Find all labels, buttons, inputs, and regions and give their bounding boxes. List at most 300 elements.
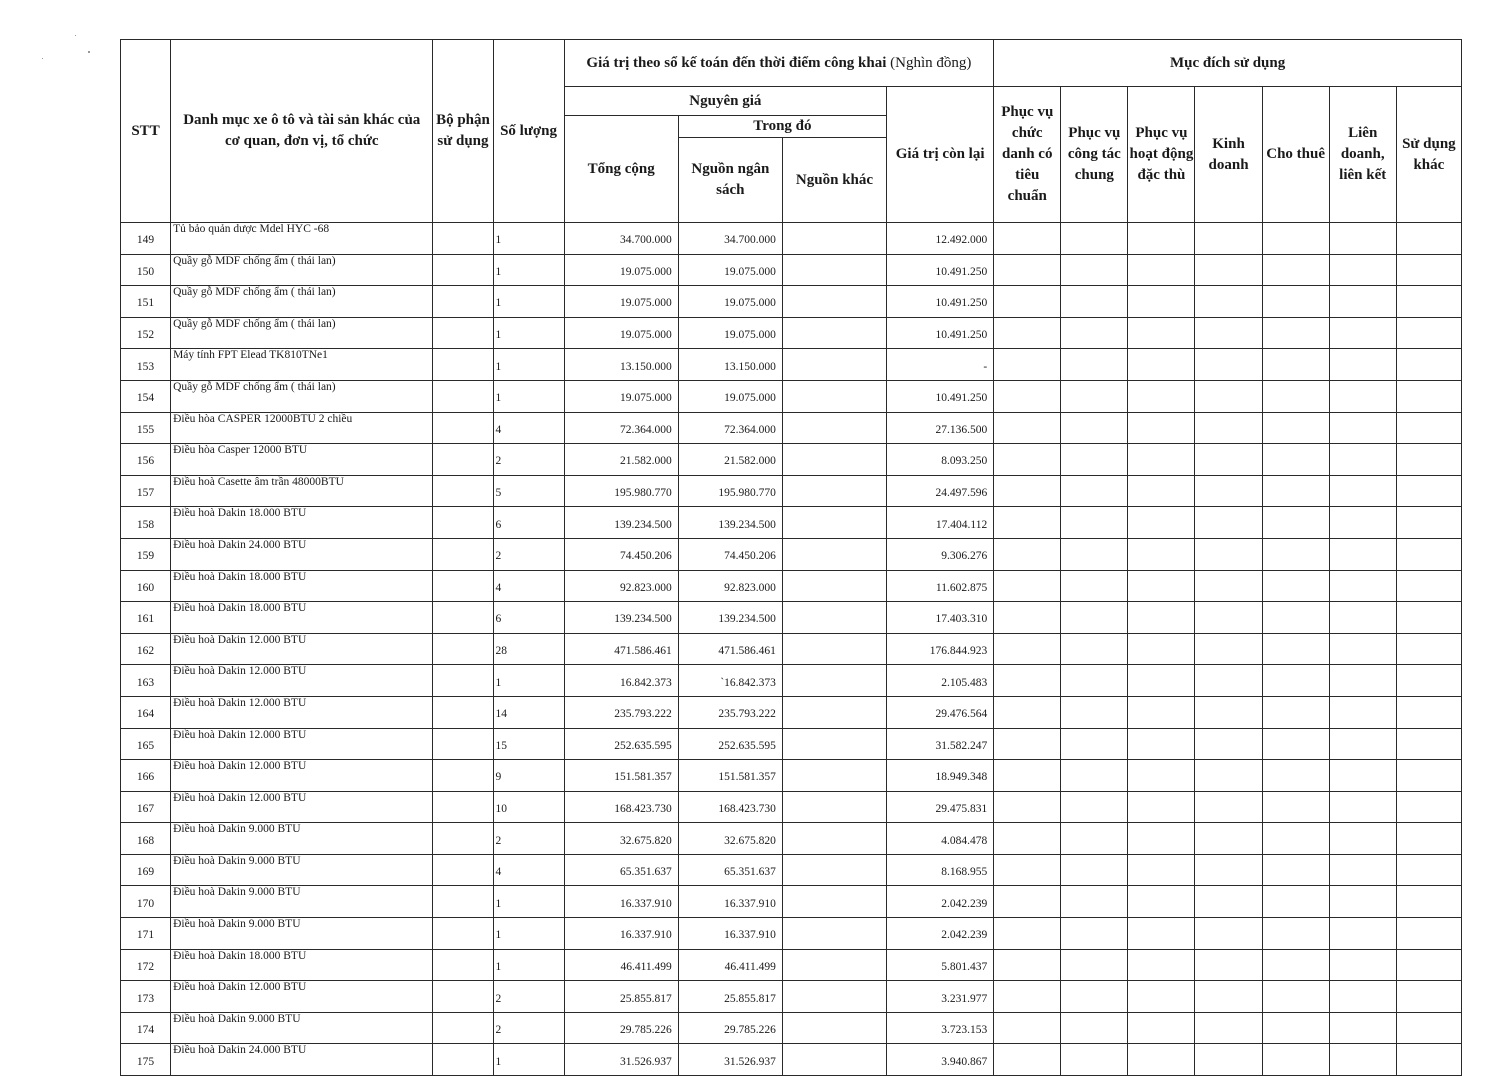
row-purpose-7 bbox=[1396, 886, 1461, 918]
row-purpose-2 bbox=[1061, 254, 1128, 286]
row-quantity: 1 bbox=[493, 665, 564, 697]
row-stt: 161 bbox=[121, 602, 171, 634]
row-purpose-3 bbox=[1128, 823, 1195, 855]
row-budget: 19.075.000 bbox=[678, 380, 782, 412]
row-other-source bbox=[782, 823, 886, 855]
table-row bbox=[121, 223, 1462, 255]
row-quantity: 1 bbox=[493, 254, 564, 286]
row-purpose-5 bbox=[1262, 696, 1329, 728]
row-other-source bbox=[782, 760, 886, 792]
table-row bbox=[121, 475, 1462, 507]
row-purpose-6 bbox=[1329, 507, 1396, 539]
row-quantity: 1 bbox=[493, 949, 564, 981]
scan-speck bbox=[88, 51, 90, 53]
row-name: Điều hoà Dakin 12.000 BTU bbox=[171, 696, 433, 728]
row-purpose-1 bbox=[994, 760, 1061, 792]
row-purpose-5 bbox=[1262, 317, 1329, 349]
row-department bbox=[433, 728, 493, 760]
row-quantity: 1 bbox=[493, 223, 564, 255]
row-purpose-2 bbox=[1061, 696, 1128, 728]
row-purpose-6 bbox=[1329, 1044, 1396, 1076]
row-purpose-3 bbox=[1128, 728, 1195, 760]
row-total: 195.980.770 bbox=[564, 475, 678, 507]
row-purpose-5 bbox=[1262, 791, 1329, 823]
row-purpose-2 bbox=[1061, 918, 1128, 950]
row-budget: 151.581.357 bbox=[678, 760, 782, 792]
row-quantity: 14 bbox=[493, 696, 564, 728]
row-purpose-6 bbox=[1329, 412, 1396, 444]
row-total: 21.582.000 bbox=[564, 444, 678, 476]
row-purpose-5 bbox=[1262, 570, 1329, 602]
table-row bbox=[121, 412, 1462, 444]
row-stt: 173 bbox=[121, 981, 171, 1013]
row-purpose-6 bbox=[1329, 570, 1396, 602]
row-purpose-1 bbox=[994, 633, 1061, 665]
row-purpose-7 bbox=[1396, 949, 1461, 981]
row-name: Quầy gỗ MDF chống ẩm ( thái lan) bbox=[171, 317, 433, 349]
row-budget: 16.337.910 bbox=[678, 918, 782, 950]
row-budget: 32.675.820 bbox=[678, 823, 782, 855]
row-purpose-3 bbox=[1128, 317, 1195, 349]
row-purpose-3 bbox=[1128, 538, 1195, 570]
row-stt: 155 bbox=[121, 412, 171, 444]
row-purpose-3 bbox=[1128, 886, 1195, 918]
row-quantity: 1 bbox=[493, 886, 564, 918]
table-row bbox=[121, 791, 1462, 823]
row-purpose-5 bbox=[1262, 949, 1329, 981]
row-purpose-5 bbox=[1262, 1012, 1329, 1044]
row-purpose-5 bbox=[1262, 918, 1329, 950]
row-remaining: 12.492.000 bbox=[887, 223, 994, 255]
row-purpose-6 bbox=[1329, 760, 1396, 792]
row-department bbox=[433, 349, 493, 381]
row-quantity: 2 bbox=[493, 444, 564, 476]
row-purpose-6 bbox=[1329, 823, 1396, 855]
row-remaining: 3.940.867 bbox=[887, 1044, 994, 1076]
row-other-source bbox=[782, 633, 886, 665]
row-budget: 19.075.000 bbox=[678, 254, 782, 286]
row-quantity: 1 bbox=[493, 349, 564, 381]
row-purpose-1 bbox=[994, 886, 1061, 918]
row-other-source bbox=[782, 254, 886, 286]
row-remaining: 10.491.250 bbox=[887, 286, 994, 318]
row-other-source bbox=[782, 696, 886, 728]
row-name: Quầy gỗ MDF chống ẩm ( thái lan) bbox=[171, 286, 433, 318]
row-purpose-5 bbox=[1262, 728, 1329, 760]
row-purpose-4 bbox=[1195, 1012, 1262, 1044]
header-purpose-col-5: Cho thuê bbox=[1262, 87, 1329, 223]
row-purpose-3 bbox=[1128, 918, 1195, 950]
row-other-source bbox=[782, 728, 886, 760]
row-purpose-1 bbox=[994, 475, 1061, 507]
table-header bbox=[121, 40, 1462, 223]
row-purpose-4 bbox=[1195, 823, 1262, 855]
row-remaining: 24.497.596 bbox=[887, 475, 994, 507]
row-other-source bbox=[782, 602, 886, 634]
table-row bbox=[121, 886, 1462, 918]
row-purpose-3 bbox=[1128, 507, 1195, 539]
row-name: Điều hoà Dakin 12.000 BTU bbox=[171, 728, 433, 760]
row-stt: 158 bbox=[121, 507, 171, 539]
row-name: Điều hoà Casette âm trần 48000BTU bbox=[171, 475, 433, 507]
row-purpose-1 bbox=[994, 728, 1061, 760]
table-row bbox=[121, 507, 1462, 539]
row-purpose-5 bbox=[1262, 349, 1329, 381]
row-stt: 162 bbox=[121, 633, 171, 665]
row-budget: 471.586.461 bbox=[678, 633, 782, 665]
row-purpose-5 bbox=[1262, 602, 1329, 634]
row-purpose-3 bbox=[1128, 633, 1195, 665]
row-purpose-6 bbox=[1329, 981, 1396, 1013]
row-purpose-6 bbox=[1329, 665, 1396, 697]
row-purpose-5 bbox=[1262, 854, 1329, 886]
row-name: Điều hoà Dakin 9.000 BTU bbox=[171, 886, 433, 918]
row-other-source bbox=[782, 949, 886, 981]
table-row bbox=[121, 823, 1462, 855]
row-purpose-4 bbox=[1195, 886, 1262, 918]
row-quantity: 1 bbox=[493, 918, 564, 950]
row-stt: 174 bbox=[121, 1012, 171, 1044]
row-purpose-4 bbox=[1195, 602, 1262, 634]
row-name: Điều hoà Dakin 9.000 BTU bbox=[171, 918, 433, 950]
row-purpose-1 bbox=[994, 570, 1061, 602]
row-department bbox=[433, 380, 493, 412]
row-remaining: 29.476.564 bbox=[887, 696, 994, 728]
row-stt: 170 bbox=[121, 886, 171, 918]
row-other-source bbox=[782, 380, 886, 412]
row-purpose-4 bbox=[1195, 286, 1262, 318]
header-purpose-col-2: Phục vụ công tác chung bbox=[1061, 87, 1128, 223]
row-total: 74.450.206 bbox=[564, 538, 678, 570]
row-purpose-2 bbox=[1061, 286, 1128, 318]
row-other-source bbox=[782, 791, 886, 823]
row-stt: 169 bbox=[121, 854, 171, 886]
row-purpose-7 bbox=[1396, 349, 1461, 381]
row-purpose-7 bbox=[1396, 317, 1461, 349]
row-purpose-2 bbox=[1061, 728, 1128, 760]
row-purpose-3 bbox=[1128, 760, 1195, 792]
row-purpose-3 bbox=[1128, 412, 1195, 444]
row-stt: 171 bbox=[121, 918, 171, 950]
row-purpose-2 bbox=[1061, 317, 1128, 349]
row-purpose-3 bbox=[1128, 791, 1195, 823]
row-department bbox=[433, 444, 493, 476]
row-name: Điều hoà Dakin 12.000 BTU bbox=[171, 665, 433, 697]
row-remaining: 176.844.923 bbox=[887, 633, 994, 665]
row-purpose-6 bbox=[1329, 349, 1396, 381]
row-total: 25.855.817 bbox=[564, 981, 678, 1013]
row-quantity: 28 bbox=[493, 633, 564, 665]
row-remaining: 17.403.310 bbox=[887, 602, 994, 634]
row-purpose-4 bbox=[1195, 223, 1262, 255]
row-total: 19.075.000 bbox=[564, 254, 678, 286]
row-purpose-6 bbox=[1329, 918, 1396, 950]
row-quantity: 9 bbox=[493, 760, 564, 792]
row-quantity: 6 bbox=[493, 507, 564, 539]
row-purpose-6 bbox=[1329, 317, 1396, 349]
row-stt: 156 bbox=[121, 444, 171, 476]
row-other-source bbox=[782, 1044, 886, 1076]
row-other-source bbox=[782, 918, 886, 950]
row-purpose-3 bbox=[1128, 981, 1195, 1013]
row-purpose-1 bbox=[994, 1012, 1061, 1044]
row-other-source bbox=[782, 538, 886, 570]
row-purpose-2 bbox=[1061, 823, 1128, 855]
row-budget: 74.450.206 bbox=[678, 538, 782, 570]
row-total: 19.075.000 bbox=[564, 286, 678, 318]
row-purpose-4 bbox=[1195, 380, 1262, 412]
row-remaining: 10.491.250 bbox=[887, 254, 994, 286]
row-total: 32.675.820 bbox=[564, 823, 678, 855]
row-name: Điều hoà Dakin 18.000 BTU bbox=[171, 507, 433, 539]
row-purpose-3 bbox=[1128, 570, 1195, 602]
row-purpose-2 bbox=[1061, 380, 1128, 412]
row-purpose-1 bbox=[994, 317, 1061, 349]
row-department bbox=[433, 918, 493, 950]
row-name: Quầy gỗ MDF chống ẩm ( thái lan) bbox=[171, 380, 433, 412]
row-purpose-7 bbox=[1396, 412, 1461, 444]
row-purpose-3 bbox=[1128, 665, 1195, 697]
row-purpose-4 bbox=[1195, 1044, 1262, 1076]
header-value-group bbox=[564, 40, 994, 87]
row-budget: `16.842.373 bbox=[678, 665, 782, 697]
row-purpose-2 bbox=[1061, 412, 1128, 444]
row-quantity: 1 bbox=[493, 317, 564, 349]
row-budget: 46.411.499 bbox=[678, 949, 782, 981]
row-quantity: 5 bbox=[493, 475, 564, 507]
row-name: Điều hoà Dakin 9.000 BTU bbox=[171, 854, 433, 886]
row-remaining: 8.168.955 bbox=[887, 854, 994, 886]
row-department bbox=[433, 633, 493, 665]
row-purpose-6 bbox=[1329, 254, 1396, 286]
table-row bbox=[121, 1012, 1462, 1044]
row-remaining: 10.491.250 bbox=[887, 380, 994, 412]
table-row bbox=[121, 570, 1462, 602]
row-remaining: 2.105.483 bbox=[887, 665, 994, 697]
header-purpose-col-6: Liên doanh, liên kết bbox=[1329, 87, 1396, 223]
row-name: Điều hoà Dakin 9.000 BTU bbox=[171, 823, 433, 855]
row-purpose-7 bbox=[1396, 475, 1461, 507]
row-budget: 139.234.500 bbox=[678, 602, 782, 634]
row-stt: 172 bbox=[121, 949, 171, 981]
row-stt: 160 bbox=[121, 570, 171, 602]
row-purpose-4 bbox=[1195, 349, 1262, 381]
row-purpose-7 bbox=[1396, 823, 1461, 855]
row-purpose-2 bbox=[1061, 349, 1128, 381]
row-other-source bbox=[782, 412, 886, 444]
row-purpose-2 bbox=[1061, 665, 1128, 697]
row-purpose-6 bbox=[1329, 380, 1396, 412]
row-purpose-6 bbox=[1329, 223, 1396, 255]
row-total: 252.635.595 bbox=[564, 728, 678, 760]
row-budget: 195.980.770 bbox=[678, 475, 782, 507]
row-remaining: 8.093.250 bbox=[887, 444, 994, 476]
row-purpose-2 bbox=[1061, 949, 1128, 981]
row-budget: 13.150.000 bbox=[678, 349, 782, 381]
row-purpose-5 bbox=[1262, 475, 1329, 507]
row-purpose-4 bbox=[1195, 949, 1262, 981]
row-purpose-7 bbox=[1396, 854, 1461, 886]
row-department bbox=[433, 760, 493, 792]
row-purpose-1 bbox=[994, 444, 1061, 476]
header-other-source: Nguồn khác bbox=[782, 138, 886, 223]
row-other-source bbox=[782, 1012, 886, 1044]
row-remaining: 27.136.500 bbox=[887, 412, 994, 444]
row-total: 29.785.226 bbox=[564, 1012, 678, 1044]
row-department bbox=[433, 223, 493, 255]
row-purpose-2 bbox=[1061, 444, 1128, 476]
row-remaining: 18.949.348 bbox=[887, 760, 994, 792]
row-purpose-3 bbox=[1128, 475, 1195, 507]
row-purpose-2 bbox=[1061, 760, 1128, 792]
row-purpose-3 bbox=[1128, 696, 1195, 728]
row-purpose-5 bbox=[1262, 254, 1329, 286]
row-purpose-1 bbox=[994, 918, 1061, 950]
row-purpose-6 bbox=[1329, 602, 1396, 634]
row-stt: 168 bbox=[121, 823, 171, 855]
row-name: Điều hoà Dakin 24.000 BTU bbox=[171, 538, 433, 570]
row-total: 151.581.357 bbox=[564, 760, 678, 792]
row-total: 139.234.500 bbox=[564, 602, 678, 634]
row-purpose-6 bbox=[1329, 696, 1396, 728]
row-purpose-2 bbox=[1061, 633, 1128, 665]
table-row bbox=[121, 254, 1462, 286]
row-department bbox=[433, 475, 493, 507]
row-purpose-3 bbox=[1128, 223, 1195, 255]
row-purpose-1 bbox=[994, 507, 1061, 539]
row-purpose-1 bbox=[994, 854, 1061, 886]
row-purpose-6 bbox=[1329, 886, 1396, 918]
row-name: Điều hoà Dakin 18.000 BTU bbox=[171, 949, 433, 981]
row-department bbox=[433, 412, 493, 444]
row-quantity: 4 bbox=[493, 570, 564, 602]
row-purpose-7 bbox=[1396, 507, 1461, 539]
row-purpose-4 bbox=[1195, 475, 1262, 507]
row-budget: 65.351.637 bbox=[678, 854, 782, 886]
header-department: Bộ phận sử dụng bbox=[433, 40, 493, 223]
row-purpose-6 bbox=[1329, 854, 1396, 886]
row-quantity: 2 bbox=[493, 823, 564, 855]
row-purpose-5 bbox=[1262, 823, 1329, 855]
row-budget: 235.793.222 bbox=[678, 696, 782, 728]
row-remaining: 2.042.239 bbox=[887, 886, 994, 918]
row-purpose-2 bbox=[1061, 538, 1128, 570]
header-value-group-title: Giá trị theo sổ kế toán đến thời điểm công khai bbox=[586, 54, 887, 71]
row-stt: 157 bbox=[121, 475, 171, 507]
row-quantity: 6 bbox=[493, 602, 564, 634]
row-department bbox=[433, 854, 493, 886]
row-purpose-2 bbox=[1061, 507, 1128, 539]
row-other-source bbox=[782, 570, 886, 602]
row-purpose-7 bbox=[1396, 1044, 1461, 1076]
row-purpose-4 bbox=[1195, 696, 1262, 728]
table-row bbox=[121, 918, 1462, 950]
row-total: 13.150.000 bbox=[564, 349, 678, 381]
row-total: 168.423.730 bbox=[564, 791, 678, 823]
row-purpose-7 bbox=[1396, 633, 1461, 665]
header-purpose-col-7: Sử dụng khác bbox=[1396, 87, 1461, 223]
row-name: Điều hòa CASPER 12000BTU 2 chiều bbox=[171, 412, 433, 444]
row-purpose-5 bbox=[1262, 760, 1329, 792]
row-purpose-5 bbox=[1262, 538, 1329, 570]
row-purpose-5 bbox=[1262, 633, 1329, 665]
row-name: Máy tính FPT Elead TK810TNe1 bbox=[171, 349, 433, 381]
row-other-source bbox=[782, 981, 886, 1013]
row-purpose-2 bbox=[1061, 1044, 1128, 1076]
row-stt: 153 bbox=[121, 349, 171, 381]
scan-speck bbox=[75, 35, 76, 36]
row-budget: 25.855.817 bbox=[678, 981, 782, 1013]
row-remaining: 9.306.276 bbox=[887, 538, 994, 570]
row-purpose-3 bbox=[1128, 1044, 1195, 1076]
row-department bbox=[433, 507, 493, 539]
row-purpose-5 bbox=[1262, 981, 1329, 1013]
row-purpose-4 bbox=[1195, 728, 1262, 760]
row-name: Điều hoà Dakin 9.000 BTU bbox=[171, 1012, 433, 1044]
row-purpose-1 bbox=[994, 1044, 1061, 1076]
row-purpose-4 bbox=[1195, 760, 1262, 792]
row-purpose-4 bbox=[1195, 538, 1262, 570]
row-other-source bbox=[782, 317, 886, 349]
row-purpose-6 bbox=[1329, 1012, 1396, 1044]
row-purpose-4 bbox=[1195, 791, 1262, 823]
row-name: Quầy gỗ MDF chống ẩm ( thái lan) bbox=[171, 254, 433, 286]
row-purpose-3 bbox=[1128, 854, 1195, 886]
row-purpose-2 bbox=[1061, 1012, 1128, 1044]
table-body bbox=[121, 223, 1462, 1076]
row-stt: 151 bbox=[121, 286, 171, 318]
row-purpose-1 bbox=[994, 823, 1061, 855]
table-row bbox=[121, 602, 1462, 634]
row-purpose-2 bbox=[1061, 886, 1128, 918]
row-purpose-4 bbox=[1195, 665, 1262, 697]
row-budget: 72.364.000 bbox=[678, 412, 782, 444]
table-row bbox=[121, 949, 1462, 981]
row-purpose-1 bbox=[994, 602, 1061, 634]
row-purpose-1 bbox=[994, 981, 1061, 1013]
row-total: 235.793.222 bbox=[564, 696, 678, 728]
row-name: Điều hoà Dakin 12.000 BTU bbox=[171, 791, 433, 823]
row-other-source bbox=[782, 854, 886, 886]
row-other-source bbox=[782, 349, 886, 381]
row-budget: 168.423.730 bbox=[678, 791, 782, 823]
row-quantity: 4 bbox=[493, 412, 564, 444]
row-department bbox=[433, 538, 493, 570]
row-department bbox=[433, 981, 493, 1013]
row-purpose-2 bbox=[1061, 475, 1128, 507]
row-budget: 139.234.500 bbox=[678, 507, 782, 539]
row-purpose-7 bbox=[1396, 918, 1461, 950]
asset-table bbox=[120, 39, 1462, 1076]
row-purpose-4 bbox=[1195, 570, 1262, 602]
row-budget: 19.075.000 bbox=[678, 286, 782, 318]
row-purpose-4 bbox=[1195, 633, 1262, 665]
row-budget: 19.075.000 bbox=[678, 317, 782, 349]
row-purpose-5 bbox=[1262, 444, 1329, 476]
row-quantity: 2 bbox=[493, 981, 564, 1013]
row-purpose-4 bbox=[1195, 254, 1262, 286]
row-budget: 252.635.595 bbox=[678, 728, 782, 760]
row-purpose-2 bbox=[1061, 602, 1128, 634]
row-purpose-7 bbox=[1396, 760, 1461, 792]
row-purpose-7 bbox=[1396, 981, 1461, 1013]
row-stt: 154 bbox=[121, 380, 171, 412]
row-other-source bbox=[782, 475, 886, 507]
row-budget: 16.337.910 bbox=[678, 886, 782, 918]
row-budget: 34.700.000 bbox=[678, 223, 782, 255]
row-stt: 167 bbox=[121, 791, 171, 823]
row-total: 92.823.000 bbox=[564, 570, 678, 602]
